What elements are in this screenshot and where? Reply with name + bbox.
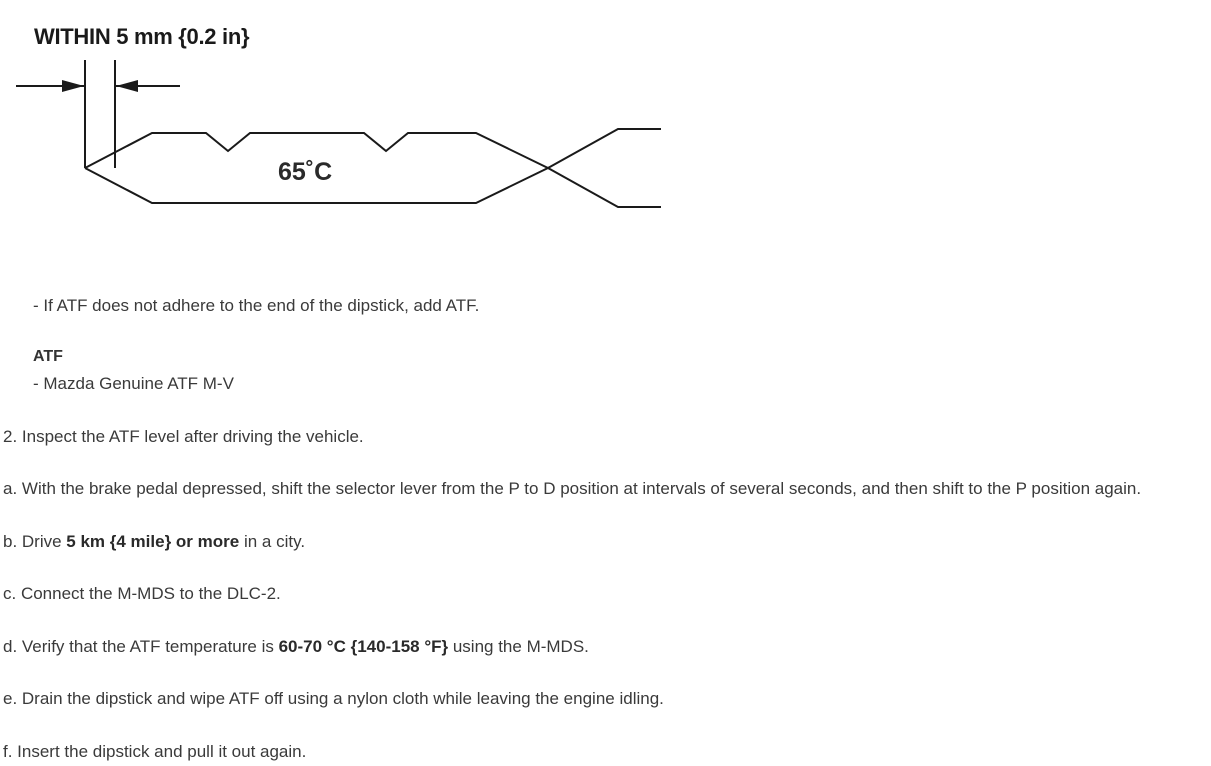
step-a: a. With the brake pedal depressed, shift the selector lever from the P to D position at intervals of several seconds, and then shift to the P position again. [3,479,1142,498]
step-b-distance: 5 km {4 mile} or more [66,532,240,551]
step-b [3,531,305,553]
atf-spec: - Mazda Genuine ATF M-V [33,374,234,393]
step-e: e. Drain the dipstick and wipe ATF off using a nylon cloth while leaving the engine idling. [3,689,664,708]
step-f: f. Insert the dipstick and pull it out again. [3,742,307,761]
dipstick-diagram [0,0,700,230]
dipstick-illustration [0,0,700,230]
step-2: 2. Inspect the ATF level after driving the vehicle. [3,427,364,446]
atf-heading: ATF [33,348,63,365]
step-d [3,636,589,658]
step-b-prefix: b. Drive [3,532,67,551]
temperature-label: 65˚C [278,158,333,186]
dipstick-bottom-edge [85,168,661,207]
arrow-right-icon [62,80,84,92]
step-d-prefix: d. Verify that the ATF temperature is [3,637,279,656]
diagram-title: WITHIN 5 mm {0.2 in} [34,24,250,49]
step-d-suffix: using the M-MDS. [448,637,589,656]
arrow-left-icon [116,80,138,92]
step-c: c. Connect the M-MDS to the DLC-2. [3,584,281,603]
adhere-note: - If ATF does not adhere to the end of the dipstick, add ATF. [33,296,480,315]
dipstick-top-edge [85,129,661,168]
step-b-suffix: in a city. [239,532,306,551]
step-d-temperature: 60-70 °C {140-158 °F} [278,637,449,656]
